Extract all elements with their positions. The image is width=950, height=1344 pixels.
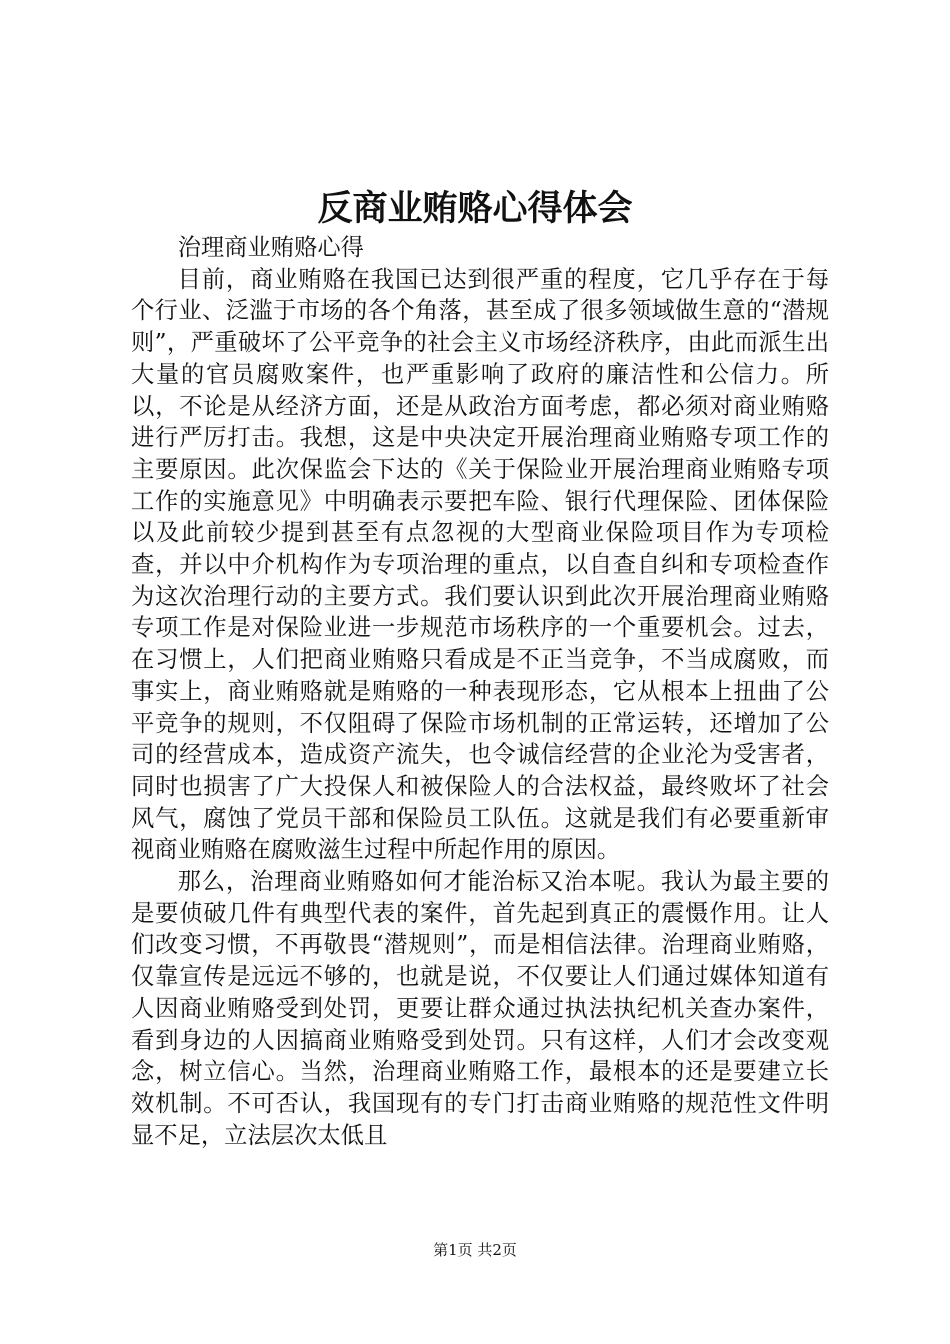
body-paragraph: 目前，商业贿赂在我国已达到很严重的程度，它几乎存在于每个行业、泛滥于市场的各个角落，甚至成了很多领域做生意的“潜规则”，严重破坏了公平竞争的社会主义市场经济秩序，由此而派生出大量的官员腐败案件，也严重影响了政府的廉洁性和公信力。所以，不论是从经济方面，还是从政治方面考虑，都必须对商业贿赂进行严厉打击。我想，这是中央决定开展治理商业贿赂专项工作的主要原因。此次保监会下达的《关于保险业开展治理商业贿赂专项工作的实施意见》中明确表示要把车险、银行代理保险、团体保险以及此前较少提到甚至有点忽视的大型商业保险项目作为专项检查，并以中介机构作为专项治理的重点，以自查自纠和专项检查作为这次治理行动的主要方式。我们要认识到此次开展治理商业贿赂专项工作是对保险业进一步规范市场秩序的一个重要机会。过去，在习惯上，人们把商业贿赂只看成是不正当竞争，不当成腐败，而事实上，商业贿赂就是贿赂的一种表现形态，它从根本上扭曲了公平竞争的规则，不仅阻碍了保险市场机制的正常运转，还增加了公司的经营成本，造成资产流失，也令诚信经营的企业沦为受害者，同时也损害了广大投保人和被保险人的合法权益，最终败坏了社会风气，腐蚀了党员干部和保险员工队伍。这就是我们有必要重新审视商业贿赂在腐败滋生过程中所起作用的原因。 [131,265,829,864]
section-subheading: 治理商业贿赂心得 [177,234,364,261]
document-body [131,232,829,1151]
document-title: 反商业贿赂心得体会 [317,188,633,229]
page-number: 第1页 共2页 [433,1241,517,1259]
body-paragraph: 那么，治理商业贿赂如何才能治标又治本呢。我认为最主要的是要侦破几件有典型代表的案件，首先起到真正的震慑作用。让人们改变习惯，不再敬畏“潜规则”，而是相信法律。治理商业贿赂，仅靠宣传是远远不够的，也就是说，不仅要让人们通过媒体知道有人因商业贿赂受到处罚，更要让群众通过执法执纪机关查办案件，看到身边的人因搞商业贿赂受到处罚。只有这样，人们才会改变观念，树立信心。当然，治理商业贿赂工作，最根本的还是要建立长效机制。不可否认，我国现有的专门打击商业贿赂的规范性文件明显不足，立法层次太低且 [131,868,829,1149]
page-footer [0,1240,950,1260]
